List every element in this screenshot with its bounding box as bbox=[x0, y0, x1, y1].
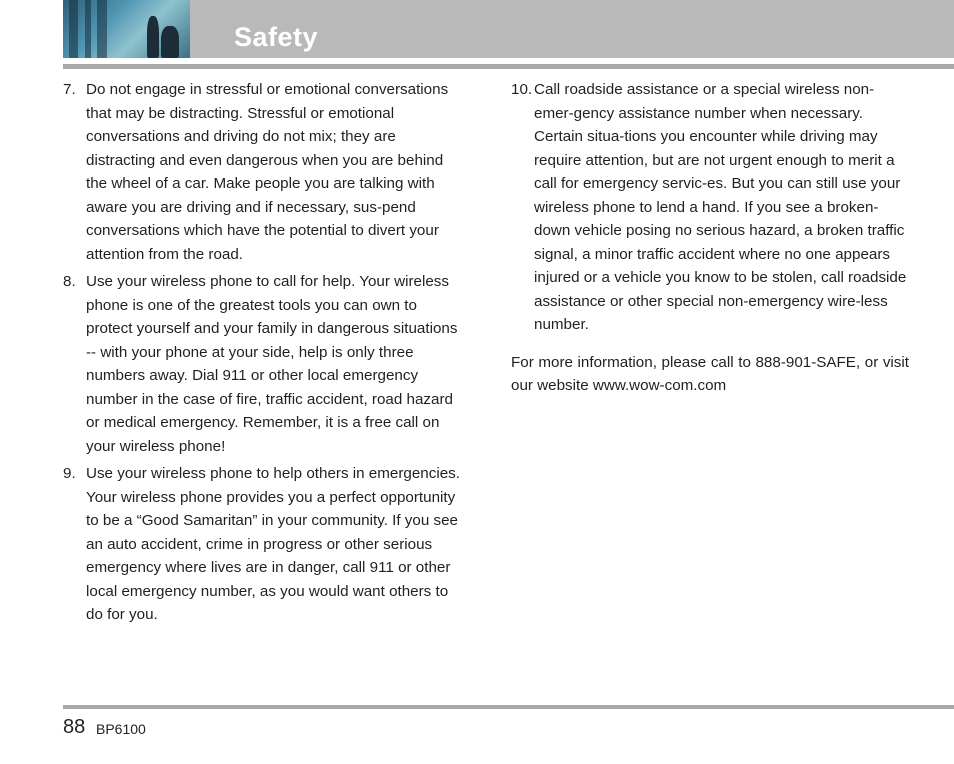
item-text: Call roadside assistance or a special wireless non-emer-gency assistance number when necessary. Certain situa-tions you encounter while driving may require attention, but are not urgent enough to merit a call for emergency servic-es. But you can still use your wireless phone to lend a hand. If you see a broken-down vehicle posing no serious hazard, a broken traffic signal, a minor traffic accident where no one appears injured or a vehicle you know to be stolen, call roadside assistance or other special non-emergency wire-less number. bbox=[534, 81, 907, 333]
left-column bbox=[63, 78, 463, 631]
page-title: Safety bbox=[234, 22, 319, 52]
list-item bbox=[63, 462, 463, 627]
item-number: 7. bbox=[63, 81, 76, 98]
list-item bbox=[63, 270, 463, 458]
item-number: 9. bbox=[63, 465, 76, 482]
header-photo bbox=[63, 0, 190, 58]
item-text: Use your wireless phone to help others in emergencies. Your wireless phone provides you a perfect opportunity to be a “Good Samaritan” in your community. If you see an auto accident, crime in progress or other serious emergency where lives are in danger, call 911 or other local emergency number, as you would want others to do for you. bbox=[86, 465, 460, 623]
model-name: BP6100 bbox=[96, 721, 146, 737]
item-text: Use your wireless phone to call for help. Your wireless phone is one of the greatest tools you can own to protect yourself and your family in dangerous situations -- with your phone at your side, help is only three numbers away. Dial 911 or other local emergency number in the case of fire, traffic accident, road hazard or medical emergency. Remember, it is a free call on your wireless phone! bbox=[86, 273, 458, 455]
footer-divider bbox=[63, 705, 954, 709]
page-number: 88 bbox=[63, 716, 86, 738]
list-item bbox=[63, 78, 463, 266]
list-item bbox=[511, 78, 909, 337]
header-divider bbox=[63, 64, 954, 69]
item-number: 8. bbox=[63, 273, 76, 290]
right-column bbox=[511, 78, 909, 398]
item-number: 10. bbox=[511, 81, 533, 98]
more-info-paragraph: For more information, please call to 888-901-SAFE, or visit our website www.wow-com.com bbox=[511, 353, 909, 394]
item-text: Do not engage in stressful or emotional conversations that may be distracting. Stressful or emotional conversations and driving do not mix; they are distracting and even dangerous when you are behind the wheel of a car. Make people you are talking with aware you are driving and if necessary, sus-pend conversations which have the potential to divert your attention from the road. bbox=[86, 81, 449, 263]
